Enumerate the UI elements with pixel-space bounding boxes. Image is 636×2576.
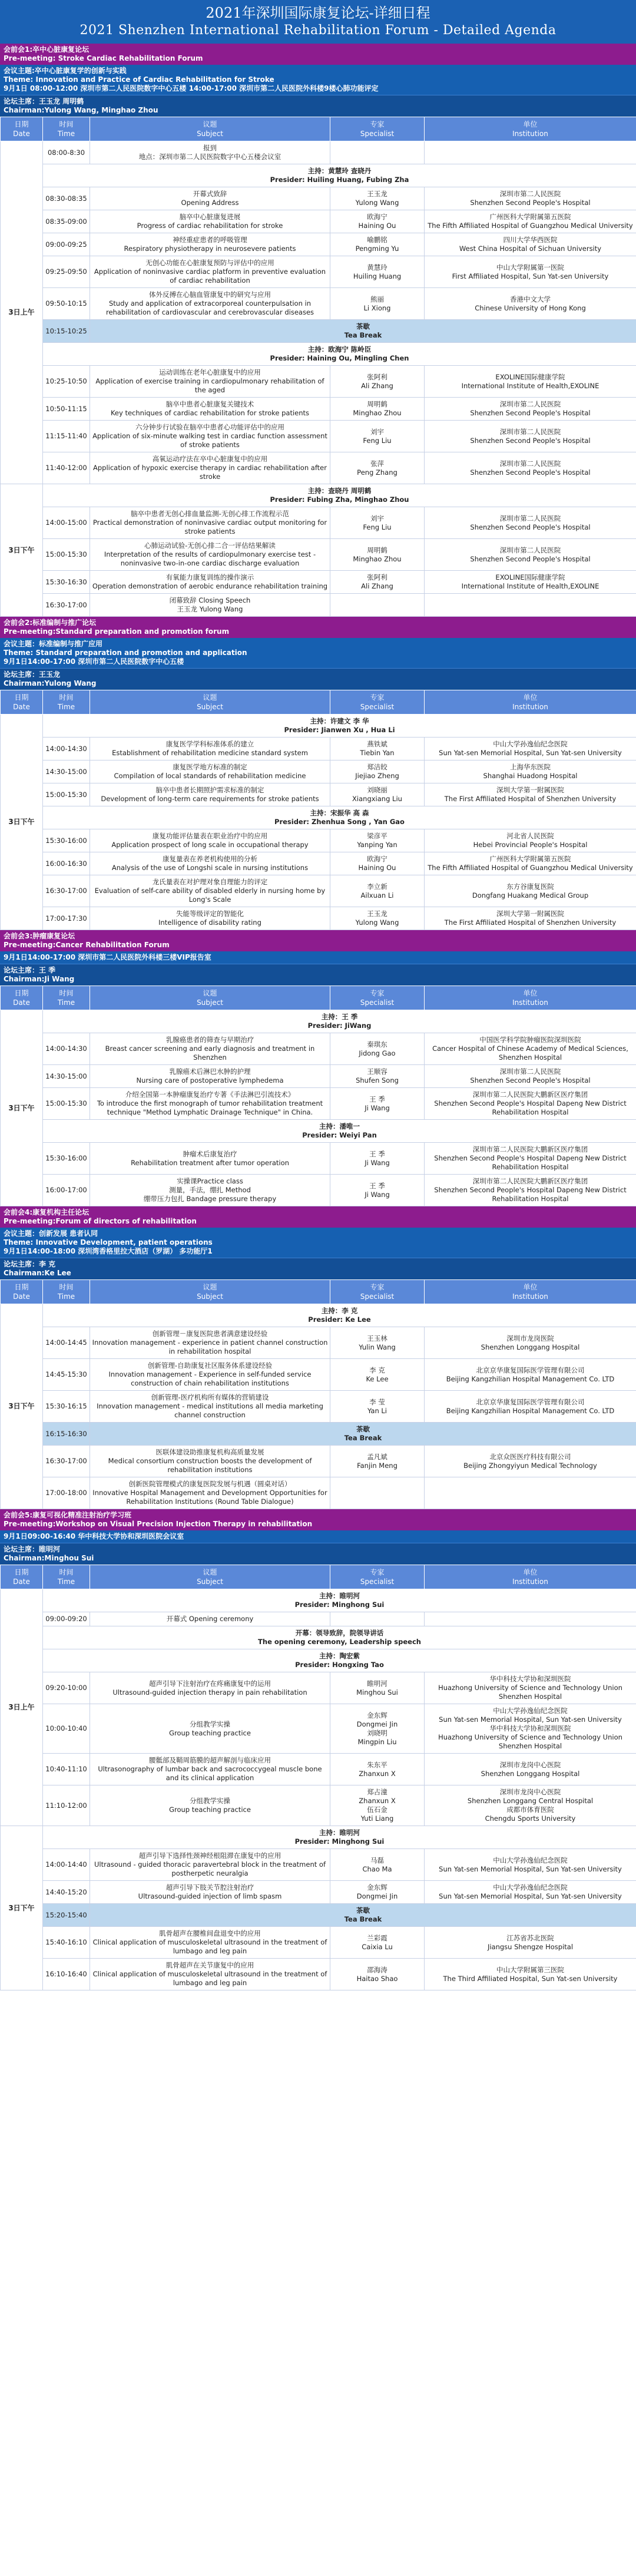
- header-institution: 单位 Institution: [425, 690, 636, 715]
- table-row: [1, 1626, 636, 1649]
- specialist-cell: 王 季 Ji Wang: [330, 1143, 425, 1175]
- specialist-cell: 刘宇 Feng Liu: [330, 421, 425, 452]
- header-day: 日期 Date: [1, 1565, 43, 1589]
- institution-cell: 深圳大学第一附属医院 The First Affiliated Hospital of Shenzhen University: [425, 907, 636, 930]
- time-cell: 16:30-17:00: [43, 1446, 90, 1477]
- institution-cell: 广州医科大学附属第五医院 The Fifth Affiliated Hospital of Guangzhou Medical University: [425, 852, 636, 875]
- institution-cell: 华中科技大学协和深圳医院 Huazhong University of Science and Technology Union Shenzhen Hospital: [425, 1672, 636, 1704]
- institution-cell: 北京京华康复国际医学管理有限公司 Beijing Kangzhilian Hospital Management Co. LTD: [425, 1391, 636, 1423]
- institution-cell: 上海华东医院 Shanghai Huadong Hospital: [425, 760, 636, 783]
- specialist-cell: 孟凡斌 Fanjin Meng: [330, 1446, 425, 1477]
- subject-cell: 介绍全国第一本肿瘤康复治疗专著《手法淋巴引流技术》 To introduce the first monograph of tumor rehabilitation treatment technique "Method Lymphatic Drainage Technique" in China.: [90, 1088, 330, 1120]
- header-subject: 议题 Subject: [90, 1280, 330, 1304]
- agenda-table: [0, 1279, 636, 1509]
- subject-cell: 医联体建设助推康复机构高质量发展 Medical consortium construction boosts the development of rehabilitation institutions: [90, 1446, 330, 1477]
- tea-break: 茶歇 Tea Break: [90, 1904, 636, 1927]
- institution-cell: 中山大学孙逸仙纪念医院 Sun Yat-sen Memorial Hospital, Sun Yat-sen University: [425, 1881, 636, 1904]
- specialist-cell: 邵海涛 Haitao Shao: [330, 1959, 425, 1990]
- subject-cell: 神经重症患者的呼吸管理 Respiratory physiotherapy in neurosevere patients: [90, 233, 330, 256]
- table-row: [1, 1065, 636, 1088]
- header-day: 日期 Date: [1, 117, 43, 141]
- presider-row: 开幕：领导致辞，院领导讲话 The opening ceremony, Leadership speech: [43, 1626, 636, 1649]
- table-row: [1, 829, 636, 852]
- subject-cell: 体外反搏在心脑血管康复中的研究与应用 Study and application of extracorporeal counterpulsation in rehabilitation of cardiovascular and cerebrovascular diseases: [90, 288, 330, 320]
- specialist-cell: 兰彩霞 Caixia Lu: [330, 1927, 425, 1959]
- time-cell: 10:25-10:50: [43, 366, 90, 398]
- institution-cell: EXOLINE国际健康学院 International Institute of Health,EXOLINE: [425, 366, 636, 398]
- time-cell: 16:00-17:00: [43, 1175, 90, 1206]
- table-row: [1, 1959, 636, 1990]
- specialist-cell: 李 莹 Yan Li: [330, 1391, 425, 1423]
- time-cell: 09:00-09:25: [43, 233, 90, 256]
- table-row: [1, 1477, 636, 1509]
- specialist-cell: 周明鹤 Minghao Zhou: [330, 398, 425, 421]
- table-row: [1, 343, 636, 366]
- subject-cell: 创新医院管理模式的康复医院发展与机遇（圆桌对话） Innovative Hospital Management and Development Opportunities for Rehabilitation Institutions (Round Table Dialogue): [90, 1477, 330, 1509]
- presider-row: 主持：王 季 Presider: JiWang: [43, 1010, 636, 1033]
- specialist-cell: 李 克 Ke Lee: [330, 1359, 425, 1391]
- institution-cell: 东方谷康复医院 Dongfang Huakang Medical Group: [425, 875, 636, 907]
- day-cell: 3日下午: [1, 1826, 43, 1990]
- table-row: [1, 1143, 636, 1175]
- header-day: 日期 Date: [1, 1280, 43, 1304]
- agenda-table: [0, 1565, 636, 1990]
- title-cn: 2021年深圳国际康复论坛-详细日程: [206, 5, 430, 21]
- day-cell: 3日下午: [1, 1304, 43, 1509]
- time-cell: 15:00-15:30: [43, 539, 90, 571]
- session-info: 会议主题：创新发展 患者认同 Theme: Innovative Development, patient operations 9月1日14:00-18:00 深圳湾香格里拉大酒店（罗湖） 多功能厅1: [0, 1228, 636, 1258]
- table-row: [1, 1754, 636, 1785]
- specialist-cell: 刘宇 Feng Liu: [330, 507, 425, 539]
- header-time: 时间 Time: [43, 1280, 90, 1304]
- table-row: [1, 1010, 636, 1033]
- table-row: [1, 1033, 636, 1065]
- subject-cell: 闭幕致辞 Closing Speech 王玉龙 Yulong Wang: [90, 594, 330, 617]
- time-cell: 10:50-11:15: [43, 398, 90, 421]
- header-specialist: 专家 Specialist: [330, 986, 425, 1010]
- table-row: [1, 1826, 636, 1849]
- header-specialist: 专家 Specialist: [330, 117, 425, 141]
- presider-row: 主持：睢明河 Presider: Minghong Sui: [43, 1826, 636, 1849]
- presider-row: 主持：欧海宁 陈岭臣 Presider: Haining Ou, Mingling Chen: [43, 343, 636, 366]
- subject-cell: 创新管理-自助康复社区服务体系建设经验 Innovation management - Experience in self-funded service construction of chain rehabilitation institutions: [90, 1359, 330, 1391]
- table-row: [1, 783, 636, 806]
- presider-row: 主持：查晓丹 周明鹤 Presider: Fubing Zha, Minghao Zhou: [43, 484, 636, 507]
- specialist-cell: 李立新 Ailxuan Li: [330, 875, 425, 907]
- time-cell: 11:10-12:00: [43, 1785, 90, 1826]
- header-time: 时间 Time: [43, 117, 90, 141]
- institution-cell: 深圳市第二人民医院 Shenzhen Second People's Hospital: [425, 1065, 636, 1088]
- agenda-table: [0, 117, 636, 617]
- time-cell: 10:40-11:10: [43, 1754, 90, 1785]
- institution-cell: 江苏省苏北医院 Jiangsu Shengze Hospital: [425, 1927, 636, 1959]
- time-cell: 16:30-17:00: [43, 594, 90, 617]
- specialist-cell: 燕铁斌 Tiebin Yan: [330, 738, 425, 760]
- page-header: [0, 0, 636, 44]
- institution-cell: 深圳市第二人民医院 Shenzhen Second People's Hospital: [425, 421, 636, 452]
- time-cell: 15:30-16:15: [43, 1391, 90, 1423]
- time-cell: 14:00-14:40: [43, 1849, 90, 1881]
- table-row: [1, 594, 636, 617]
- specialist-cell: 王 季 Ji Wang: [330, 1175, 425, 1206]
- subject-cell: 超声引导下注射治疗在疼痛康复中的运用 Ultrasound-guided injection therapy in pain rehabilitation: [90, 1672, 330, 1704]
- specialist-cell: 郑洁皎 Jiejiao Zheng: [330, 760, 425, 783]
- subject-cell: 龙氏量表在对护理对象自理能力的评定 Evaluation of self-care ability of disabled elderly in nursing home by Long's Scale: [90, 875, 330, 907]
- header-subject: 议题 Subject: [90, 1565, 330, 1589]
- subject-cell: 心肺运动试验-无创心排二合一评估结果解读 Interpretation of the results of cardiopulmonary exercise test - noninvasive two-in-one cardiac discharge evaluation: [90, 539, 330, 571]
- institution-cell: 中山大学孙逸仙纪念医院 Sun Yat-sen Memorial Hospital, Sun Yat-sen University: [425, 738, 636, 760]
- institution-cell: 北京京华康复国际医学管理有限公司 Beijing Kangzhilian Hospital Management Co. LTD: [425, 1359, 636, 1391]
- table-row: [1, 875, 636, 907]
- subject-cell: 肌骨超声在腰椎间盘退变中的应用 Clinical application of musculoskeletal ultrasound in the treatment of lumbago and leg pain: [90, 1927, 330, 1959]
- subject-cell: 实操课Practice class 测量，手法，绷扎 Method 绷带压力包扎 Bandage pressure therapy: [90, 1175, 330, 1206]
- institution-cell: 深圳市第二人民医院大鹏新区医疗集团 Shenzhen Second People's Hospital Dapeng New District Rehabilitation Hospital: [425, 1088, 636, 1120]
- specialist-cell: 郑占潼 Zhanxun X 伍石金 Yuti Liang: [330, 1785, 425, 1826]
- table-row: [1, 1304, 636, 1327]
- table-row: [1, 1589, 636, 1612]
- subject-cell: 有氧能力康复训练的操作演示 Operation demonstration of aerobic endurance rehabilitation training: [90, 571, 330, 594]
- presider-row: 主持：宋振华 高 森 Presider: Zhenhua Song , Yan Gao: [43, 806, 636, 829]
- header-institution: 单位 Institution: [425, 1280, 636, 1304]
- subject-cell: 肌骨超声在关节康复中的应用 Clinical application of musculoskeletal ultrasound in the treatment of lumbago and leg pain: [90, 1959, 330, 1990]
- time-cell: 11:40-12:00: [43, 452, 90, 484]
- time-cell: 09:00-09:20: [43, 1612, 90, 1626]
- institution-cell: 河北省人民医院 Hebei Provincial People's Hospital: [425, 829, 636, 852]
- time-cell: 10:15-10:25: [43, 320, 90, 343]
- table-row: [1, 421, 636, 452]
- specialist-cell: 睢明河 Minghou Sui: [330, 1672, 425, 1704]
- time-cell: 16:00-16:30: [43, 852, 90, 875]
- day-cell: 3日下午: [1, 1010, 43, 1206]
- subject-cell: 康复量表在养老机构使用的分析 Analysis of the use of Longshi scale in nursing institutions: [90, 852, 330, 875]
- presider-row: 主持：潘唯一 Presider: Weiyi Pan: [43, 1120, 636, 1143]
- subject-cell: 高氧运动疗法在卒中心脏康复中的应用 Application of hypoxic exercise therapy in cardiac rehabilitation after stroke: [90, 452, 330, 484]
- header-institution: 单位 Institution: [425, 1565, 636, 1589]
- time-cell: 14:00-14:30: [43, 1033, 90, 1065]
- table-row: [1, 1446, 636, 1477]
- subject-cell: 康复功能评估量表在职业治疗中的应用 Application prospect of long scale in occupational therapy: [90, 829, 330, 852]
- time-cell: 17:00-17:30: [43, 907, 90, 930]
- day-cell: 3日下午: [1, 484, 43, 617]
- header-specialist: 专家 Specialist: [330, 1565, 425, 1589]
- specialist-cell: [330, 594, 425, 617]
- title-en: 2021 Shenzhen International Rehabilitation Forum - Detailed Agenda: [80, 23, 556, 38]
- specialist-cell: [330, 141, 425, 164]
- specialist-cell: [330, 1477, 425, 1509]
- header-subject: 议题 Subject: [90, 690, 330, 715]
- agenda-table: [0, 690, 636, 930]
- day-cell: 3日上午: [1, 1589, 43, 1826]
- specialist-cell: 张阿利 Ali Zhang: [330, 366, 425, 398]
- time-cell: 15:30-16:00: [43, 1143, 90, 1175]
- header-time: 时间 Time: [43, 690, 90, 715]
- time-cell: 16:10-16:40: [43, 1959, 90, 1990]
- time-cell: 15:00-15:30: [43, 783, 90, 806]
- header-institution: 单位 Institution: [425, 117, 636, 141]
- specialist-cell: 欧海宁 Haining Ou: [330, 210, 425, 233]
- institution-cell: 中国医学科学院肿瘤医院深圳医院 Cancer Hospital of Chinese Academy of Medical Sciences, Shenzhen Hospital: [425, 1033, 636, 1065]
- subject-cell: 脑卒中患者心脏康复关键技术 Key techniques of cardiac rehabilitation for stroke patients: [90, 398, 330, 421]
- meeting-banner: 会前会1:卒中心脏康复论坛 Pre-meeting: Stroke Cardiac Rehabilitation Forum: [0, 44, 636, 65]
- institution-cell: [425, 141, 636, 164]
- specialist-cell: 王玉林 Yulin Wang: [330, 1327, 425, 1359]
- institution-cell: 北京众医医疗科技有限公司 Beijing Zhongyiyun Medical Technology: [425, 1446, 636, 1477]
- specialist-cell: 王玉龙 Yulong Wang: [330, 187, 425, 210]
- time-cell: 14:00-14:45: [43, 1327, 90, 1359]
- time-cell: 14:00-15:00: [43, 507, 90, 539]
- time-cell: 15:30-16:30: [43, 571, 90, 594]
- subject-cell: 分组教学实操 Group teaching practice: [90, 1785, 330, 1826]
- institution-cell: 深圳市第二人民医院 Shenzhen Second People's Hospital: [425, 187, 636, 210]
- table-row: [1, 1927, 636, 1959]
- agenda-body: [0, 44, 636, 1990]
- meeting-banner: 会前会5:康复可视化精准注射治疗学习班 Pre-meeting:Workshop on Visual Precision Injection Therapy in rehabilitation: [0, 1509, 636, 1530]
- time-cell: 16:30-17:00: [43, 875, 90, 907]
- time-cell: 08:30-08:35: [43, 187, 90, 210]
- subject-cell: 肿瘤术后康复治疗 Rehabilitation treatment after tumor operation: [90, 1143, 330, 1175]
- presider-row: 主持：许建文 李 华 Presider: Jianwen Xu , Hua Li: [43, 715, 636, 738]
- specialist-cell: 金东辉 Dongmei Jin 刘晓明 Mingpin Liu: [330, 1704, 425, 1754]
- specialist-cell: 熊丽 Li Xiong: [330, 288, 425, 320]
- subject-cell: 失能等级评定的智能化 Intelligence of disability rating: [90, 907, 330, 930]
- time-cell: 14:30-15:00: [43, 1065, 90, 1088]
- table-row: [1, 1088, 636, 1120]
- header-institution: 单位 Institution: [425, 986, 636, 1010]
- table-row: [1, 1327, 636, 1359]
- subject-cell: 脑卒中患者无创心排血量监测-无创心排工作流程示范 Practical demonstration of noninvasive cardiac output monitoring for stroke patients: [90, 507, 330, 539]
- time-cell: 14:45-15:30: [43, 1359, 90, 1391]
- table-row: [1, 1175, 636, 1206]
- institution-cell: 深圳市龙岗中心医院 Shenzhen Longgang Central Hospital 成都市体育医院 Chengdu Sports University: [425, 1785, 636, 1826]
- institution-cell: [425, 594, 636, 617]
- session-info: 9月1日09:00-16:40 华中科技大学协和深圳医院会议室: [0, 1530, 636, 1543]
- agenda-table: [0, 986, 636, 1206]
- institution-cell: 深圳市第二人民医院 Shenzhen Second People's Hospital: [425, 539, 636, 571]
- header-time: 时间 Time: [43, 986, 90, 1010]
- institution-cell: 中山大学附属第一医院 First Affiliated Hospital, Sun Yat-sen University: [425, 256, 636, 288]
- table-row: [1, 1704, 636, 1754]
- subject-cell: 超声引导下肢关节腔注射治疗 Ultrasound-guided injection of limb spasm: [90, 1881, 330, 1904]
- subject-cell: 康复医学学科标准体系的建立 Establishment of rehabilitation medicine standard system: [90, 738, 330, 760]
- specialist-cell: 朱东平 Zhanxun X: [330, 1754, 425, 1785]
- table-row: [1, 507, 636, 539]
- table-row: [1, 1904, 636, 1927]
- specialist-cell: 王玉龙 Yulong Wang: [330, 907, 425, 930]
- institution-cell: 中山大学孙逸仙纪念医院 Sun Yat-sen Memorial Hospital, Sun Yat-sen University: [425, 1849, 636, 1881]
- table-row: [1, 288, 636, 320]
- session-info: 9月1日14:00-17:00 深圳市第二人民医院外科楼三楼VIP报告室: [0, 951, 636, 964]
- table-row: [1, 1881, 636, 1904]
- meeting-banner: 会前会2:标准编制与推广论坛 Pre-meeting:Standard preparation and promotion forum: [0, 617, 636, 638]
- subject-cell: 脑卒中心脏康复进展 Progress of cardiac rehabilitation for stroke: [90, 210, 330, 233]
- table-row: [1, 1612, 636, 1626]
- specialist-cell: 周明鹤 Minghao Zhou: [330, 539, 425, 571]
- specialist-cell: [330, 1612, 425, 1626]
- chairman-info: 论坛主席：王玉龙 Chairman:Yulong Wang: [0, 668, 636, 690]
- subject-cell: 腰骶部及鞘周筋膜的超声解剖与临床应用 Ultrasonography of lumbar back and sacrococcygeal muscle bone and its clinical application: [90, 1754, 330, 1785]
- presider-row: 主持：李 克 Presider: Ke Lee: [43, 1304, 636, 1327]
- subject-cell: 无创心功能在心脏康复预防与评估中的应用 Application of noninvasive cardiac platform in preventive evaluation of cardiac rehabilitation: [90, 256, 330, 288]
- specialist-cell: 喻鹏铭 Pengming Yu: [330, 233, 425, 256]
- institution-cell: [425, 1477, 636, 1509]
- table-row: [1, 233, 636, 256]
- session-info: 会议主题:卒中心脏康复学的创新与实践 Theme: Innovation and Practice of Cardiac Rehabilitation for Stroke 9月1日 08:00-12:00 深圳市第二人民医院数字中心五楼 14:00-17:00 深圳市第二人民医院外科楼9楼心肺功能评定: [0, 65, 636, 95]
- institution-cell: 深圳市第二人民医院 Shenzhen Second People's Hospital: [425, 452, 636, 484]
- time-cell: 08:35-09:00: [43, 210, 90, 233]
- table-row: [1, 571, 636, 594]
- specialist-cell: 黄慧玲 Huiling Huang: [330, 256, 425, 288]
- table-row: [1, 1423, 636, 1446]
- institution-cell: 深圳市第二人民医院大鹏新区医疗集团 Shenzhen Second People's Hospital Dapeng New District Rehabilitation Hospital: [425, 1143, 636, 1175]
- time-cell: 15:30-16:00: [43, 829, 90, 852]
- specialist-cell: 梁彦平 Yanping Yan: [330, 829, 425, 852]
- subject-cell: 乳腺癌术后淋巴水肿的护理 Nursing care of postoperative lymphedema: [90, 1065, 330, 1088]
- institution-cell: 香港中文大学 Chinese University of Hong Kong: [425, 288, 636, 320]
- time-cell: 14:40-15:20: [43, 1881, 90, 1904]
- subject-cell: 运动训练在老年心脏康复中的应用 Application of exercise training in cardiopulmonary rehabilitation of the aged: [90, 366, 330, 398]
- chairman-info: 论坛主席：睢明河 Chairman:Minghou Sui: [0, 1543, 636, 1565]
- subject-cell: 超声引导下选择性颈神经根阻滞在康复中的应用 Ultrasound - guided thoracic paravertebral block in the treatment of postherpetic neuralgia: [90, 1849, 330, 1881]
- time-cell: 09:20-10:00: [43, 1672, 90, 1704]
- specialist-cell: 王 季 Ji Wang: [330, 1088, 425, 1120]
- institution-cell: 中山大学孙逸仙纪念医院 Sun Yat-sen Memorial Hospital, Sun Yat-sen University 华中科技大学协和深圳医院 Huazhong University of Science and Technology Union Shenzhen Hospital: [425, 1704, 636, 1754]
- time-cell: 14:30-15:00: [43, 760, 90, 783]
- time-cell: 10:00-10:40: [43, 1704, 90, 1754]
- specialist-cell: 马磊 Chao Ma: [330, 1849, 425, 1881]
- header-day: 日期 Date: [1, 690, 43, 715]
- time-cell: 15:20-15:40: [43, 1904, 90, 1927]
- table-row: [1, 852, 636, 875]
- time-cell: 11:15-11:40: [43, 421, 90, 452]
- table-row: [1, 320, 636, 343]
- table-row: [1, 760, 636, 783]
- table-row: [1, 164, 636, 187]
- table-row: [1, 907, 636, 930]
- day-cell: 3日下午: [1, 715, 43, 930]
- time-cell: 09:50-10:15: [43, 288, 90, 320]
- specialist-cell: 秦琪东 Jidong Gao: [330, 1033, 425, 1065]
- time-cell: 09:25-09:50: [43, 256, 90, 288]
- chairman-info: 论坛主席：王 季 Chairman:Ji Wang: [0, 964, 636, 986]
- header-specialist: 专家 Specialist: [330, 1280, 425, 1304]
- time-cell: 15:40-16:10: [43, 1927, 90, 1959]
- meeting-banner: 会前会3:肿瘤康复论坛 Pre-meeting:Cancer Rehabilitation Forum: [0, 930, 636, 951]
- institution-cell: 中山大学附属第三医院 The Third Affiliated Hospital, Sun Yat-sen University: [425, 1959, 636, 1990]
- table-row: [1, 452, 636, 484]
- table-row: [1, 187, 636, 210]
- specialist-cell: 金东辉 Dongmei Jin: [330, 1881, 425, 1904]
- header-specialist: 专家 Specialist: [330, 690, 425, 715]
- header-subject: 议题 Subject: [90, 986, 330, 1010]
- specialist-cell: 欧海宁 Haining Ou: [330, 852, 425, 875]
- table-row: [1, 141, 636, 164]
- header-time: 时间 Time: [43, 1565, 90, 1589]
- table-row: [1, 738, 636, 760]
- institution-cell: 深圳市第二人民医院 Shenzhen Second People's Hospital: [425, 398, 636, 421]
- specialist-cell: 王顺容 Shufen Song: [330, 1065, 425, 1088]
- table-row: [1, 1672, 636, 1704]
- day-cell: 3日上午: [1, 141, 43, 484]
- table-row: [1, 398, 636, 421]
- institution-cell: EXOLINE国际健康学院 International Institute of Health,EXOLINE: [425, 571, 636, 594]
- chairman-info: 论坛主席：王玉龙 周明鹤 Chairman:Yulong Wang, Minghao Zhou: [0, 95, 636, 117]
- table-row: [1, 366, 636, 398]
- institution-cell: 深圳大学第一附属医院 The First Affiliated Hospital of Shenzhen University: [425, 783, 636, 806]
- subject-cell: 乳腺癌患者的筛查与早期治疗 Breast cancer screening and early diagnosis and treatment in Shenzhen: [90, 1033, 330, 1065]
- presider-row: 主持：陶宏紫 Presider: Hongxing Tao: [43, 1649, 636, 1672]
- subject-cell: 脑卒中患者长期照护需求标准的制定 Development of long-term care requirements for stroke patients: [90, 783, 330, 806]
- institution-cell: 深圳市龙岗中心医院 Shenzhen Longgang Hospital: [425, 1754, 636, 1785]
- time-cell: 14:00-14:30: [43, 738, 90, 760]
- time-cell: 17:00-18:00: [43, 1477, 90, 1509]
- table-row: [1, 1391, 636, 1423]
- table-row: [1, 715, 636, 738]
- table-row: [1, 806, 636, 829]
- institution-cell: 广州医科大学附属第五医院 The Fifth Affiliated Hospital of Guangzhou Medical University: [425, 210, 636, 233]
- institution-cell: 深圳市第二人民医院大鹏新区医疗集团 Shenzhen Second People's Hospital Dapeng New District Rehabilitation Hospital: [425, 1175, 636, 1206]
- meeting-banner: 会前会4:康复机构主任论坛 Pre-meeting:Forum of directors of rehabilitation: [0, 1206, 636, 1228]
- table-row: [1, 484, 636, 507]
- subject-cell: 创新管理－康复医院患者满意建设经验 Innovation management - experience in patient channel construction in rehabilitation hospital: [90, 1327, 330, 1359]
- table-row: [1, 1849, 636, 1881]
- institution-cell: 深圳市第二人民医院 Shenzhen Second People's Hospital: [425, 507, 636, 539]
- time-cell: 08:00-8:30: [43, 141, 90, 164]
- subject-cell: 创新管理-医疗机构所有媒体的营销建设 Innovation management - medical institutions all media marketing channel construction: [90, 1391, 330, 1423]
- subject-cell: 康复医学地方标准的制定 Compilation of local standards of rehabilitation medicine: [90, 760, 330, 783]
- subject-cell: 六分钟步行试验在脑卒中患者心功能评估中的应用 Application of six-minute walking test in cardiac function assessment of stroke patients: [90, 421, 330, 452]
- table-row: [1, 1120, 636, 1143]
- specialist-cell: 张阿利 Ali Zhang: [330, 571, 425, 594]
- time-cell: 16:15-16:30: [43, 1423, 90, 1446]
- table-row: [1, 539, 636, 571]
- tea-break: 茶歇 Tea Break: [90, 1423, 636, 1446]
- subject-cell: 开幕式致辞 Opening Address: [90, 187, 330, 210]
- table-row: [1, 256, 636, 288]
- subject-cell: 开幕式 Opening ceremony: [90, 1612, 330, 1626]
- subject-cell: 报到 地点：深圳市第二人民医院数字中心五楼会议室: [90, 141, 330, 164]
- institution-cell: [425, 1612, 636, 1626]
- time-cell: 15:00-15:30: [43, 1088, 90, 1120]
- presider-row: 主持：黄慧玲 查晓丹 Presider: Huiling Huang, Fubing Zha: [43, 164, 636, 187]
- header-day: 日期 Date: [1, 986, 43, 1010]
- header-subject: 议题 Subject: [90, 117, 330, 141]
- institution-cell: 四川大学华西医院 West China Hospital of Sichuan University: [425, 233, 636, 256]
- specialist-cell: 张萍 Peng Zhang: [330, 452, 425, 484]
- table-row: [1, 1359, 636, 1391]
- table-row: [1, 1785, 636, 1826]
- subject-cell: 分组教学实操 Group teaching practice: [90, 1704, 330, 1754]
- tea-break: 茶歇 Tea Break: [90, 320, 636, 343]
- table-row: [1, 210, 636, 233]
- session-info: 会议主题：标准编制与推广应用 Theme: Standard preparation and promotion and application 9月1日14:00-17:00 深圳市第二人民医院数字中心五楼: [0, 638, 636, 668]
- institution-cell: 深圳市龙岗医院 Shenzhen Longgang Hospital: [425, 1327, 636, 1359]
- chairman-info: 论坛主席：李 克 Chairman:Ke Lee: [0, 1258, 636, 1279]
- presider-row: 主持：睢明河 Presider: Minghong Sui: [43, 1589, 636, 1612]
- specialist-cell: 刘晓丽 Xiangxiang Liu: [330, 783, 425, 806]
- table-row: [1, 1649, 636, 1672]
